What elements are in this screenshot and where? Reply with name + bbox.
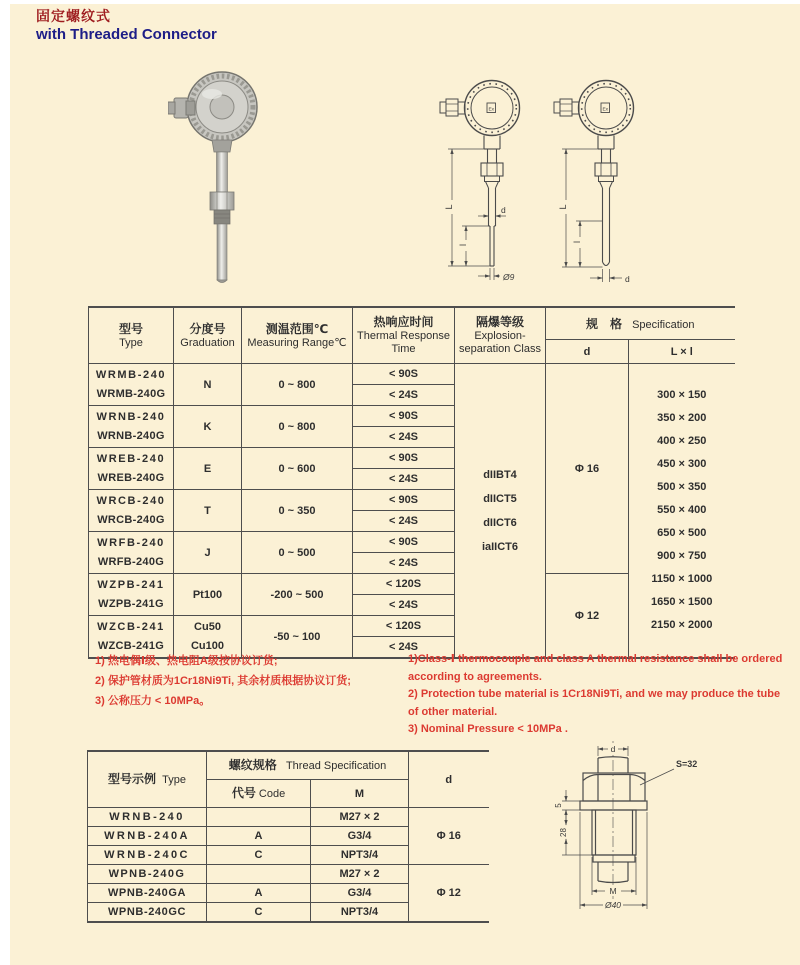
cell-type: WRNB-240A	[88, 827, 207, 846]
cell-response: < 24S	[353, 553, 455, 574]
dim-label-dia40: Ø40	[604, 900, 622, 910]
cell-code: C	[207, 846, 311, 865]
col-header-d: d	[409, 751, 489, 808]
dim-label-l: l	[572, 241, 582, 243]
dim-label-L: L	[558, 204, 568, 210]
dim-label-d: d	[501, 205, 506, 215]
cell-diameter-16: Φ 16	[409, 808, 489, 865]
cell-response: < 24S	[353, 427, 455, 448]
dim-label-28: 28	[559, 828, 568, 837]
cell-response: < 90S	[353, 406, 455, 427]
cell-m: G3/4	[311, 884, 409, 903]
cell-diameter-12: Φ 12	[409, 865, 489, 923]
cell-model: WZPB-241 WZPB-241G	[89, 574, 174, 616]
dim-label-d: d	[625, 274, 630, 284]
cell-response: < 120S	[353, 574, 455, 595]
col-header-thread-spec: 螺纹规格 Thread Specification	[207, 751, 409, 780]
cell-type: WRNB-240C	[88, 846, 207, 865]
dim-label-dia9: Ø9	[503, 272, 515, 282]
dimension-lines	[562, 746, 674, 909]
col-header-d: d	[546, 340, 629, 364]
cell-code	[207, 808, 311, 827]
cell-response: < 90S	[353, 532, 455, 553]
cell-type: WPNB-240G	[88, 865, 207, 884]
cell-model: WRMB-240 WRMB-240G	[89, 364, 174, 406]
notes-chinese	[95, 651, 351, 711]
cell-code: A	[207, 884, 311, 903]
dim-label-d: d	[610, 744, 616, 754]
dimension-lines	[562, 149, 622, 282]
col-header-code: 代号 Code	[207, 780, 311, 808]
cell-range: -50 ~ 100	[242, 616, 353, 659]
cell-graduation: K	[174, 406, 242, 448]
product-photo	[168, 68, 298, 298]
cell-range: 0 ~ 500	[242, 532, 353, 574]
cell-model: WZCB-241 WZCB-241G	[89, 616, 174, 659]
ex-mark: Ex	[602, 107, 609, 113]
cell-response: < 120S	[353, 616, 455, 637]
photo-head	[168, 72, 257, 142]
col-header-type-example: 型号示例 Type	[88, 751, 207, 808]
cell-model: WREB-240 WREB-240G	[89, 448, 174, 490]
cell-graduation: Pt100	[174, 574, 242, 616]
cell-response: < 24S	[353, 469, 455, 490]
col-header-specification: 规 格 Specification	[546, 307, 735, 340]
cell-graduation: Cu50 Cu100	[174, 616, 242, 659]
table-row	[88, 865, 489, 884]
page-title-en: with Threaded Connector	[36, 26, 217, 43]
dim-label-M: M	[609, 886, 617, 896]
cell-response: < 24S	[353, 385, 455, 406]
page-title-zh: 固定螺纹式	[36, 8, 111, 24]
spec-table	[88, 306, 735, 659]
note-line: 2) 保护管材质为1Cr18Ni9Ti, 其余材质根据协议订货;	[95, 675, 351, 687]
dimension-labels	[558, 200, 630, 284]
cell-graduation: J	[174, 532, 242, 574]
note-line: 1) 热电偶Ⅰ级、热电阻A级按协议订货;	[95, 655, 278, 667]
note-line: 3) 公称压力 < 10MPa。	[95, 695, 211, 707]
note-line: of other material.	[408, 705, 498, 718]
cell-range: 0 ~ 800	[242, 364, 353, 406]
cell-code	[207, 865, 311, 884]
cell-response: < 24S	[353, 595, 455, 616]
cell-m: NPT3/4	[311, 846, 409, 865]
cell-graduation: E	[174, 448, 242, 490]
col-header-m: M	[311, 780, 409, 808]
note-line: 1)Class-Ⅰ thermocouple and class A thermal resistance shall be ordered	[408, 653, 783, 665]
cell-explosion-class: dIIBT4 dIICT5 dIICT6 iaIICT6	[455, 364, 546, 659]
col-header-response: 热响应时间 Thermal Response Time	[353, 307, 455, 364]
cell-range: -200 ~ 500	[242, 574, 353, 616]
cell-type: WPNB-240GC	[88, 903, 207, 923]
note-line: 2) Protection tube material is 1Cr18Ni9Ti, and we may produce the tube	[408, 688, 781, 700]
photo-probe	[210, 140, 234, 283]
cell-response: < 90S	[353, 364, 455, 385]
cell-graduation: T	[174, 490, 242, 532]
cell-diameter-12: Φ 12	[546, 574, 629, 659]
connector-outline	[580, 757, 647, 883]
cell-m: M27 × 2	[311, 808, 409, 827]
probe-outline	[603, 188, 610, 266]
cell-code: A	[207, 827, 311, 846]
dim-label-l: l	[458, 244, 468, 246]
cell-graduation: N	[174, 364, 242, 406]
probe-outline	[489, 188, 496, 266]
col-header-range: 测温范围℃ Measuring Range℃	[242, 307, 353, 364]
col-header-type: 型号 Type	[89, 307, 174, 364]
table-row	[89, 364, 735, 385]
cell-type: WPNB-240GA	[88, 884, 207, 903]
notes-english	[408, 651, 800, 739]
thread-table	[87, 750, 489, 923]
col-header-lxl: L × l	[629, 340, 735, 364]
cell-type: WRNB-240	[88, 808, 207, 827]
cell-m: M27 × 2	[311, 865, 409, 884]
cell-response: < 24S	[353, 637, 455, 659]
cell-code: C	[207, 903, 311, 923]
cell-m: NPT3/4	[311, 903, 409, 923]
table-row	[88, 808, 489, 827]
cell-model: WRCB-240 WRCB-240G	[89, 490, 174, 532]
note-line: 3) Nominal Pressure < 10MPa .	[408, 723, 568, 735]
dim-label-L: L	[444, 204, 454, 210]
col-header-graduation: 分度号 Graduation	[174, 307, 242, 364]
connector-dimension-drawing	[548, 733, 718, 918]
dim-label-5: 5	[554, 803, 563, 808]
ex-mark: Ex	[488, 107, 495, 113]
cell-diameter-16: Φ 16	[546, 364, 629, 574]
note-line: according to agreements.	[408, 670, 542, 683]
cell-response: < 90S	[353, 448, 455, 469]
dimension-labels	[554, 743, 697, 910]
cell-range: 0 ~ 800	[242, 406, 353, 448]
cell-model: WRNB-240 WRNB-240G	[89, 406, 174, 448]
dim-label-s32: S=32	[676, 759, 698, 769]
cell-model: WRFB-240 WRFB-240G	[89, 532, 174, 574]
cell-response: < 24S	[353, 511, 455, 532]
cell-length-spec: 300 × 150 350 × 200 400 × 250 450 × 300 500 × 350 550 × 400 650 × 500 900 × 750 1150 × 1000 1650 × 1500 2150 × 2000	[629, 364, 735, 659]
dimension-labels	[444, 200, 515, 282]
cell-response: < 90S	[353, 490, 455, 511]
dimension-drawing-uniform	[552, 76, 664, 294]
col-header-explosion: 隔爆等级 Explosion- separation Class	[455, 307, 546, 364]
dimension-drawing-stepped	[438, 76, 550, 294]
cell-range: 0 ~ 600	[242, 448, 353, 490]
cell-range: 0 ~ 350	[242, 490, 353, 532]
cell-m: G3/4	[311, 827, 409, 846]
